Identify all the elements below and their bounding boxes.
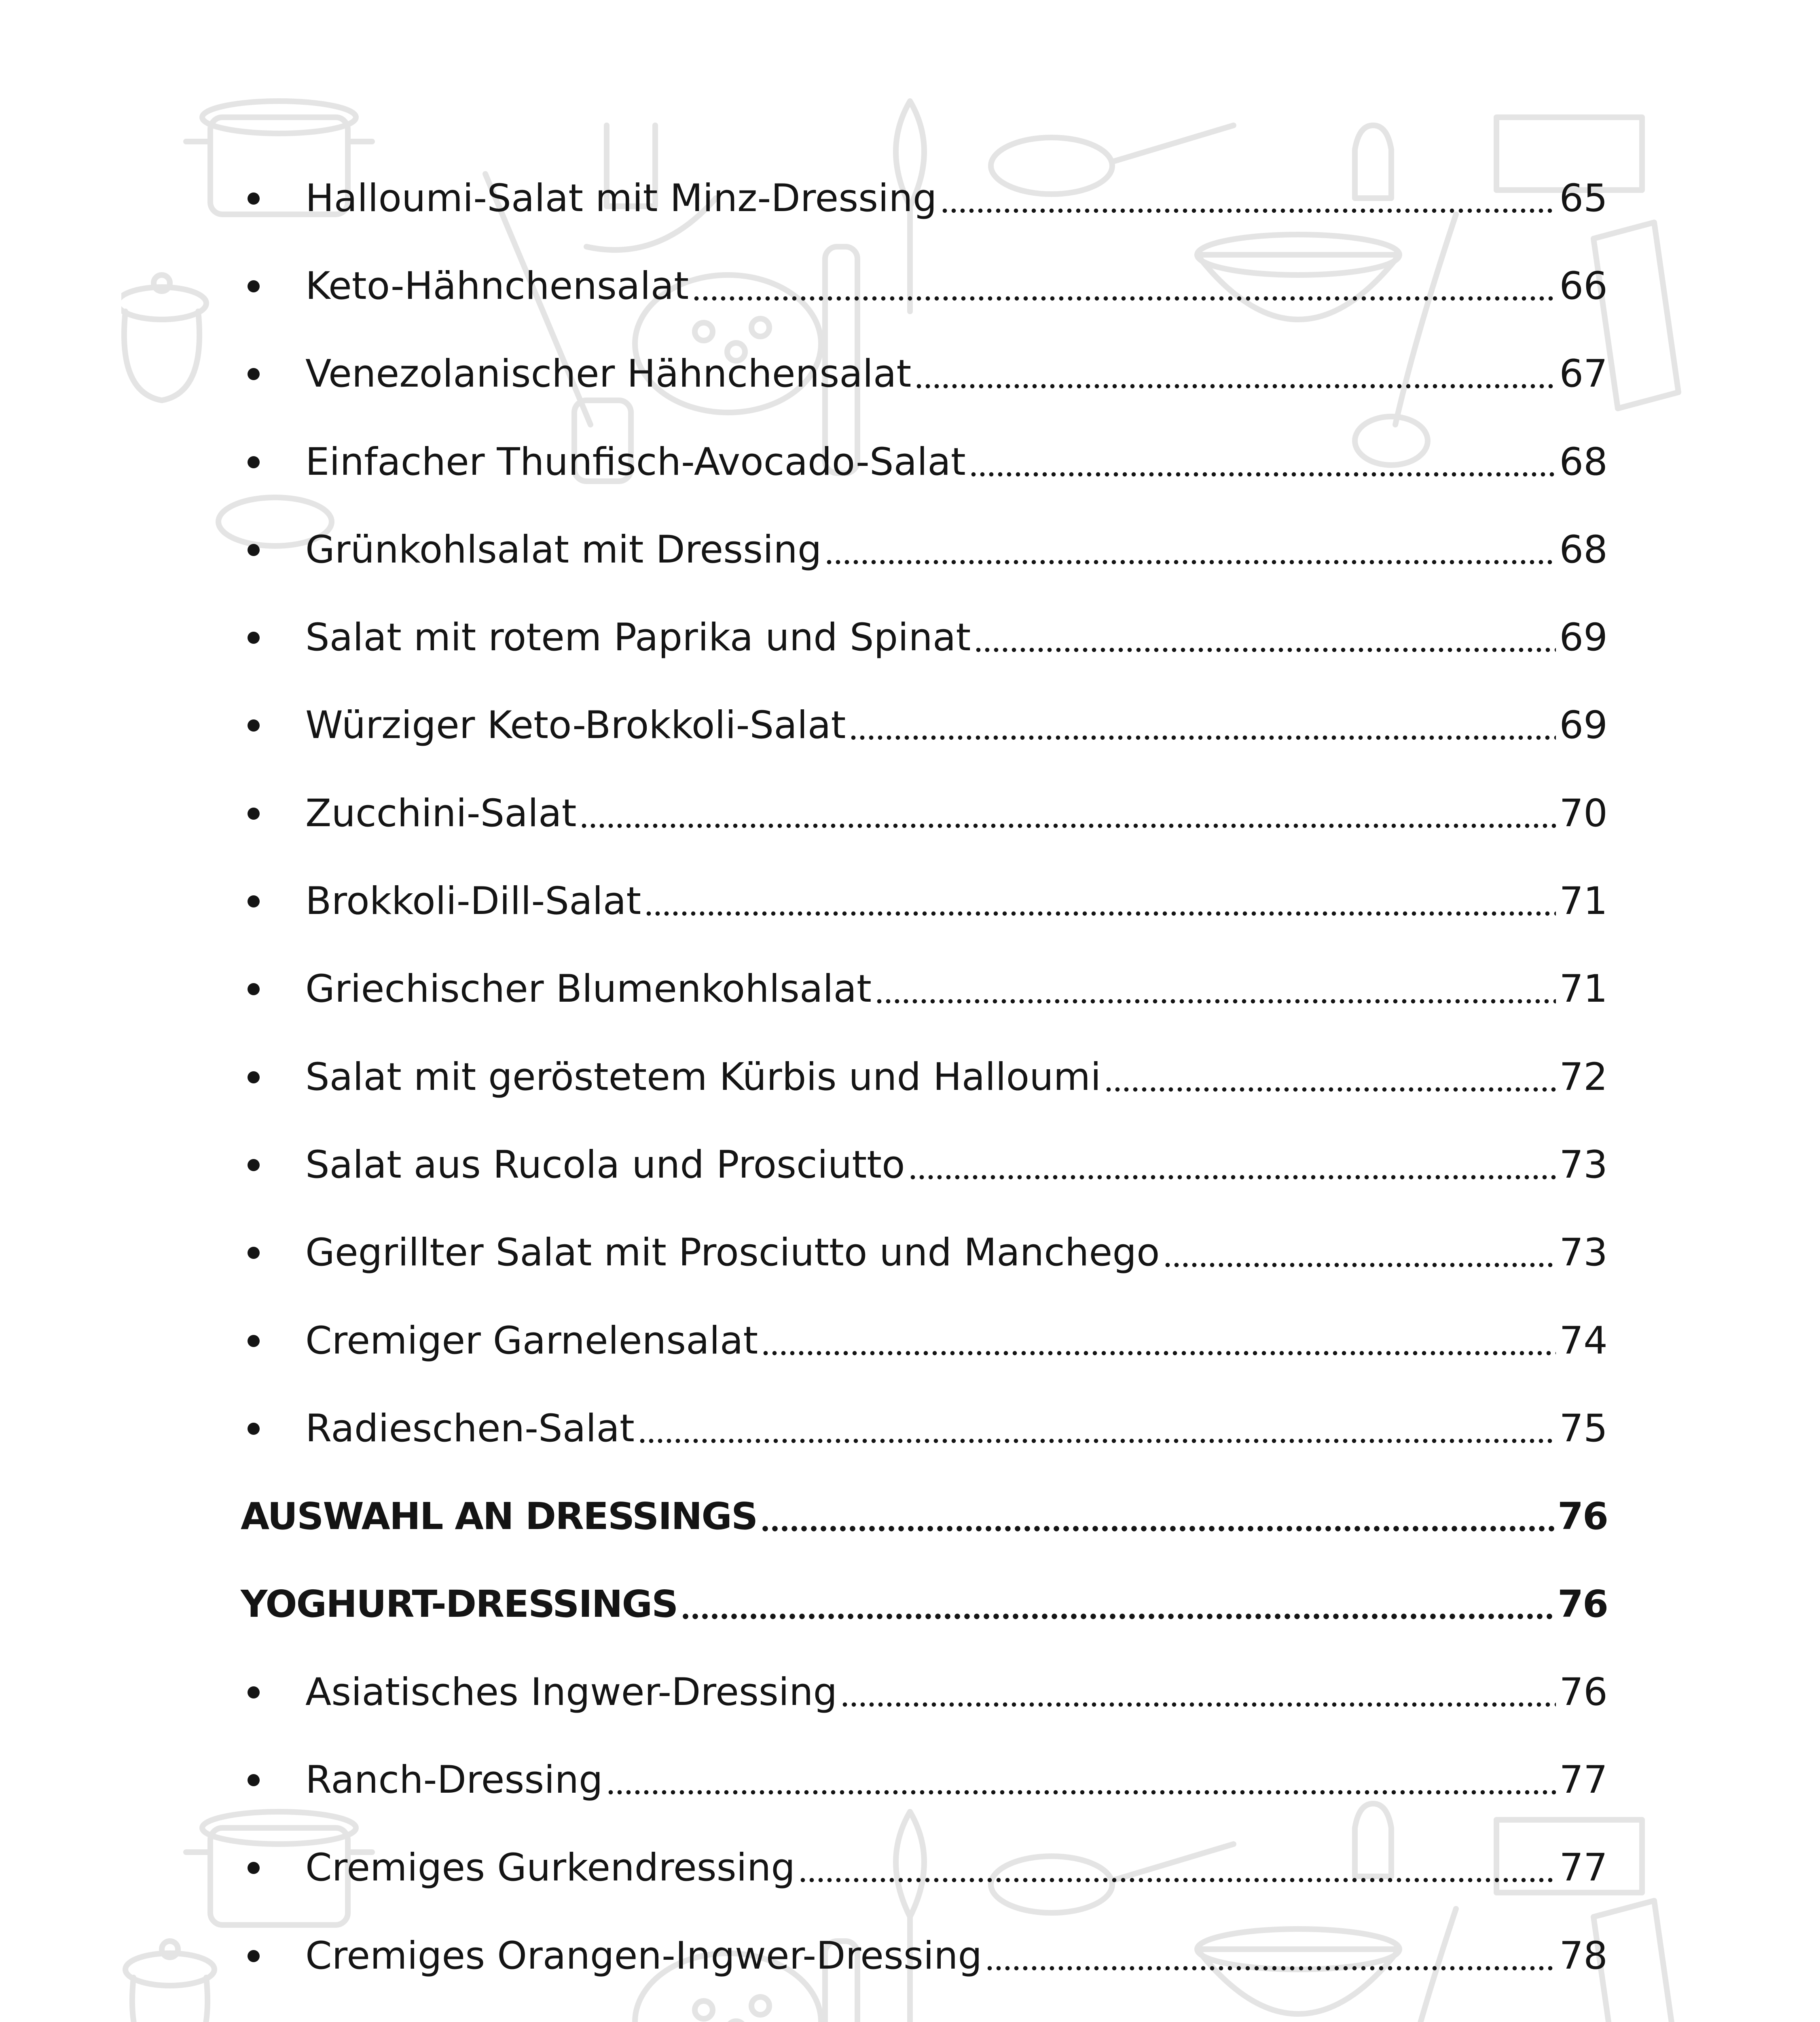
bullet-icon [248,1686,260,1698]
toc-entry-page: 76 [1557,1495,1608,1538]
dot-leader [985,1966,1556,1971]
bullet-icon [248,1774,260,1786]
dot-leader [849,735,1556,740]
dot-leader [692,296,1556,301]
dot-leader [940,208,1556,213]
toc-entry [241,1736,1608,1824]
bullet-column [241,632,305,644]
bullet-icon [248,1950,260,1962]
toc-entry-page: 70 [1559,791,1608,835]
toc-entry-title: Radieschen-Salat [305,1406,635,1451]
bullet-column [241,808,305,820]
toc-entry [241,1648,1608,1736]
toc-entry-title: Keto-Hähnchensalat [305,264,689,308]
toc-entry-title: AUSWAHL AN DRESSINGS [241,1495,758,1538]
toc-entry-page: 76 [1557,1582,1608,1626]
bullet-column [241,1071,305,1083]
toc-entry-title: Griechischer Blumenkohlsalat [305,967,872,1011]
toc-entry [241,945,1608,1033]
dot-leader [580,823,1556,828]
bullet-icon [248,368,260,380]
toc-entry [241,1209,1608,1297]
toc-entry [241,242,1608,330]
toc-entry-page: 67 [1559,352,1608,396]
toc-entry-title: Cremiger Garnelensalat [305,1318,758,1363]
kettle-icon [121,275,206,400]
toc-entry [241,1297,1608,1385]
toc-entry [241,1033,1608,1121]
dot-leader [969,472,1556,477]
toc-entry [241,594,1608,681]
toc-entry-title: YOGHURT-DRESSINGS [241,1582,678,1626]
toc-entry-page: 69 [1559,615,1608,660]
toc-entry [241,1824,1608,1912]
dot-leader [1104,1087,1556,1092]
dot-leader [644,911,1556,916]
toc-entry-title: Grünkohlsalat mit Dressing [305,527,822,572]
dot-leader [681,1614,1554,1619]
toc-entry [241,1912,1608,2000]
dot-leader [840,1702,1556,1707]
toc-entry-page: 75 [1559,1406,1608,1451]
toc-entry-page: 72 [1559,1055,1608,1099]
toc-entry-title: Salat aus Rucola und Prosciutto [305,1142,905,1187]
toc-section-heading [241,1472,1608,1560]
bullet-icon [248,1071,260,1083]
dot-leader [974,647,1556,652]
toc-entry-title: Gegrillter Salat mit Prosciutto und Manchego [305,1231,1160,1275]
toc-entry-page: 77 [1559,1846,1608,1890]
bullet-column [241,368,305,380]
toc-entry-title: Brokkoli-Dill-Salat [305,879,641,924]
bullet-icon [248,192,260,205]
toc-entry-page: 74 [1559,1318,1608,1363]
toc-entry-title: Cremiges Gurkendressing [305,1846,796,1890]
bullet-column [241,1159,305,1171]
bullet-icon [248,1335,260,1347]
toc-entry-page: 78 [1559,1933,1608,1978]
toc-entry-title: Cremiges Orangen-Ingwer-Dressing [305,1933,982,1978]
toc-entry-page: 73 [1559,1231,1608,1275]
dot-leader [914,384,1556,389]
toc-entry-title: Einfacher Thunfisch-Avocado-Salat [305,440,966,484]
toc-entry [241,1385,1608,1472]
toc-entry [241,506,1608,594]
toc-entry [241,770,1608,857]
dot-leader [875,999,1556,1004]
toc-entry [241,154,1608,242]
bullet-column [241,456,305,468]
bullet-column [241,983,305,995]
toc-entry-title: Halloumi-Salat mit Minz-Dressing [305,176,937,220]
toc-entry [241,682,1608,770]
toc-entry [241,418,1608,506]
bullet-icon [248,895,260,907]
bullet-column [241,1686,305,1698]
bullet-icon [248,1423,260,1435]
toc-entry [241,857,1608,945]
dot-leader [798,1878,1556,1882]
toc-entry-title: Würziger Keto-Brokkoli-Salat [305,703,846,748]
bullet-icon [248,456,260,468]
bullet-column [241,895,305,907]
toc-entry-page: 71 [1559,967,1608,1011]
dot-leader [606,1790,1556,1795]
bullet-icon [248,808,260,820]
dot-leader [908,1175,1556,1180]
toc-section-heading [241,1561,1608,1648]
toc-entry-title: Zucchini-Salat [305,791,577,835]
toc-entry-page: 69 [1559,703,1608,748]
bullet-icon [248,280,260,292]
bullet-column [241,1774,305,1786]
bullet-icon [248,983,260,995]
dot-leader [1163,1263,1556,1267]
bullet-icon [248,1159,260,1171]
toc-entry-page: 68 [1559,527,1608,572]
bullet-icon [248,1862,260,1874]
toc-entry [241,330,1608,418]
dot-leader [761,1351,1556,1356]
bullet-column [241,1423,305,1435]
toc-entry [241,2000,1608,2022]
kettle-icon [125,1941,214,2022]
dot-leader [760,1526,1554,1531]
bullet-column [241,192,305,205]
toc-entry-page: 71 [1559,879,1608,924]
toc-entry [241,1121,1608,1209]
toc-entry-title: Ranch-Dressing [305,1758,603,1802]
toc-entry-page: 68 [1559,440,1608,484]
toc-entry-page: 77 [1559,1758,1608,1802]
toc-entry-title: Salat mit rotem Paprika und Spinat [305,615,971,660]
bullet-column [241,719,305,732]
bullet-column [241,1247,305,1259]
bullet-column [241,1950,305,1962]
toc-entry-page: 65 [1559,176,1608,220]
toc-entry-title: Venezolanischer Hähnchensalat [305,352,912,396]
toc-entry-page: 76 [1559,1670,1608,1714]
bullet-column [241,1335,305,1347]
bullet-icon [248,719,260,732]
toc-entry-page: 66 [1559,264,1608,308]
bullet-column [241,544,305,556]
bullet-column [241,280,305,292]
toc-entry-title: Asiatisches Ingwer-Dressing [305,1670,838,1714]
toc-entry-page: 73 [1559,1142,1608,1187]
dot-leader [825,560,1556,565]
bullet-icon [248,1247,260,1259]
toc-entry-title: Salat mit geröstetem Kürbis und Halloumi [305,1055,1101,1099]
bullet-column [241,1862,305,1874]
bullet-icon [248,632,260,644]
bullet-icon [248,544,260,556]
dot-leader [638,1438,1556,1443]
table-of-contents [241,154,1608,2022]
